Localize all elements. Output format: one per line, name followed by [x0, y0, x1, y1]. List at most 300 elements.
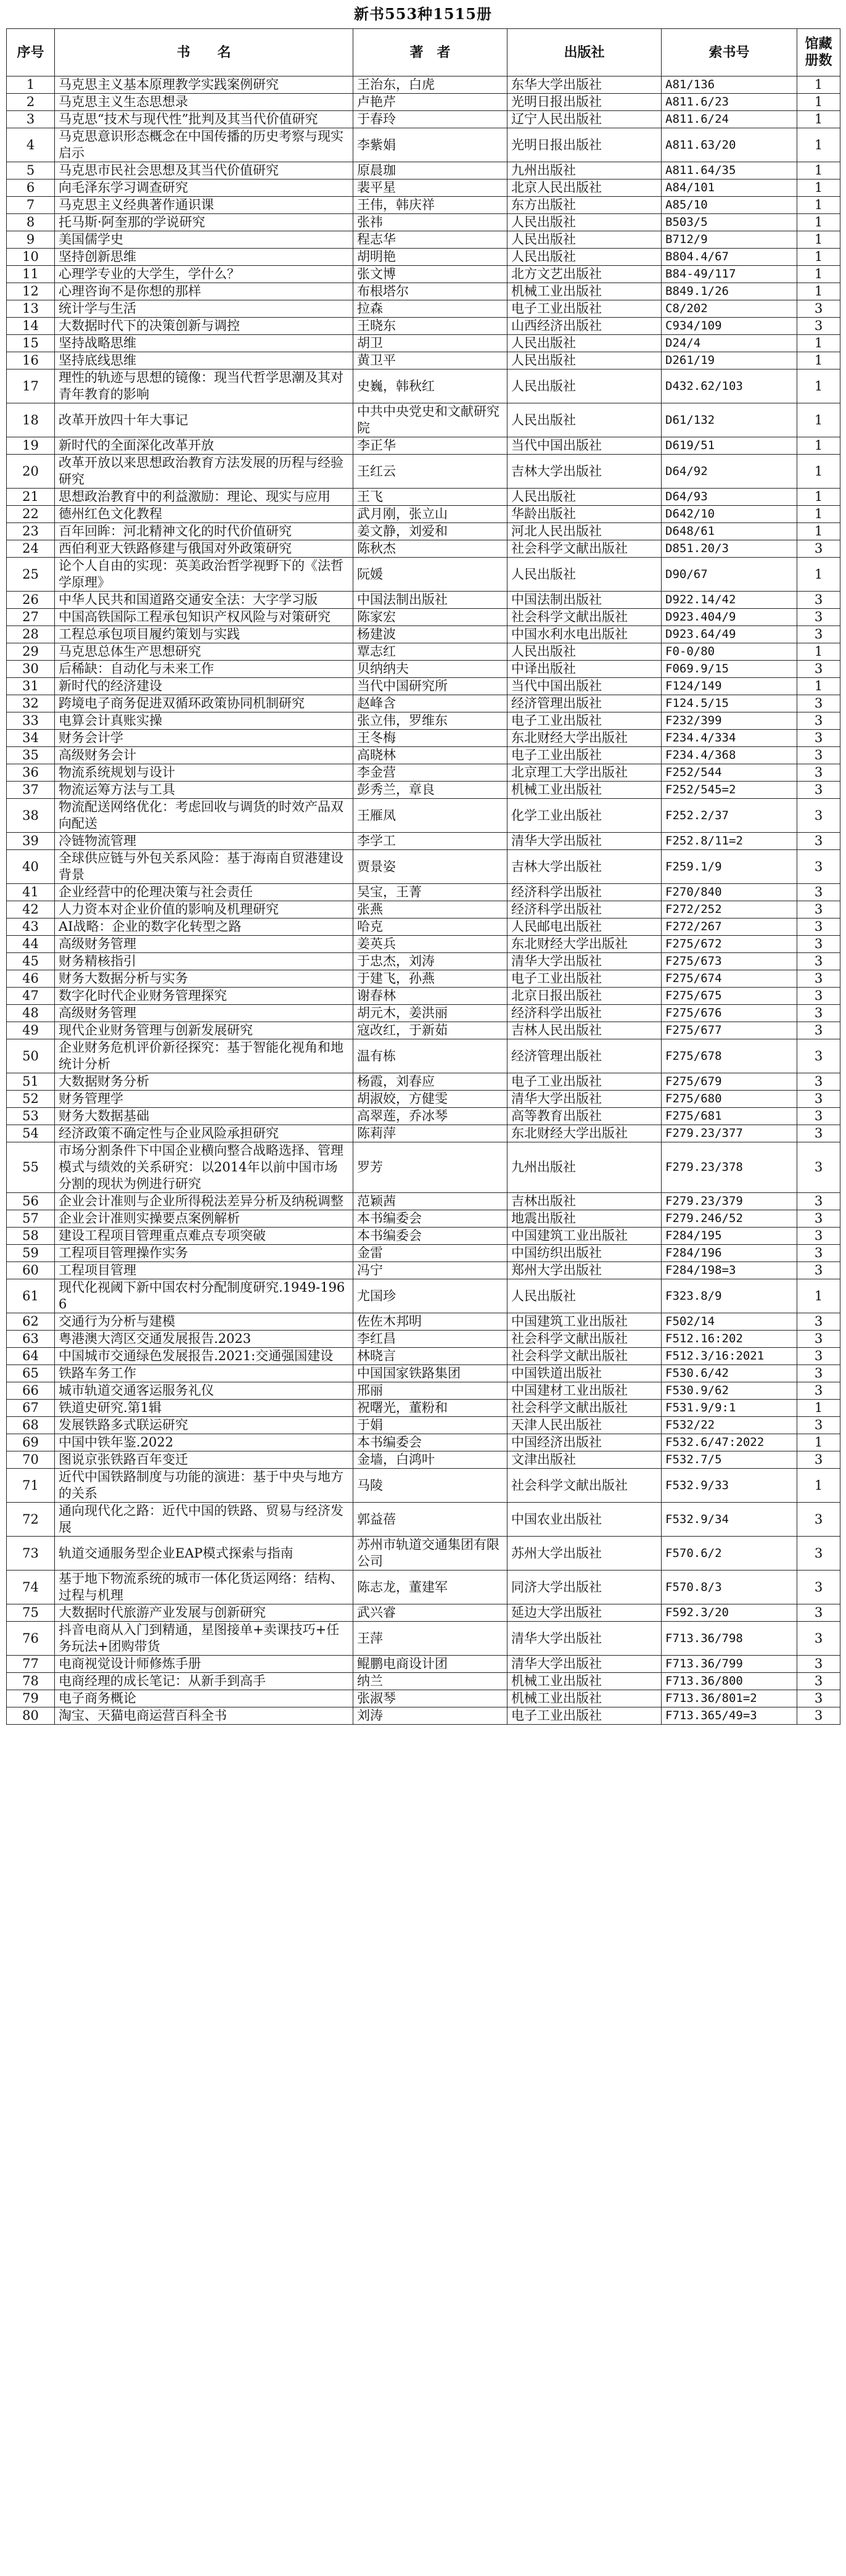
author: 当代中国研究所	[353, 678, 507, 695]
copy-count: 1	[797, 558, 840, 592]
copy-count: 1	[797, 214, 840, 231]
table-row	[7, 1313, 840, 1331]
call-number: F275/681	[662, 1108, 797, 1125]
row-number: 34	[7, 730, 55, 747]
call-number: F713.36/798	[662, 1622, 797, 1656]
book-title: 向毛泽东学习调查研究	[55, 180, 353, 197]
table-row	[7, 953, 840, 970]
book-title: 大数据财务分析	[55, 1073, 353, 1091]
book-title: 坚持创新思维	[55, 249, 353, 266]
call-number: F252.8/11=2	[662, 833, 797, 850]
publisher: 经济科学出版社	[507, 884, 662, 901]
copy-count: 3	[797, 1313, 840, 1331]
row-number: 35	[7, 747, 55, 764]
copy-count: 1	[797, 455, 840, 489]
row-number: 72	[7, 1503, 55, 1537]
table-row	[7, 1400, 840, 1417]
publisher: 吉林人民出版社	[507, 1022, 662, 1039]
copy-count: 1	[797, 111, 840, 128]
publisher: 机械工业出版社	[507, 1673, 662, 1690]
publisher: 人民出版社	[507, 558, 662, 592]
publisher: 经济管理出版社	[507, 1039, 662, 1073]
author: 高晓林	[353, 747, 507, 764]
book-title: 中华人民共和国道路交通安全法：大字学习版	[55, 592, 353, 609]
author: 王雁凤	[353, 799, 507, 833]
call-number: F592.3/20	[662, 1604, 797, 1622]
table-row	[7, 437, 840, 455]
call-number: D64/93	[662, 489, 797, 506]
book-table	[6, 28, 840, 1725]
book-title: 跨境电子商务促进双循环政策协同机制研究	[55, 695, 353, 712]
row-number: 50	[7, 1039, 55, 1073]
author: 范颖茜	[353, 1193, 507, 1210]
header-publisher: 出版社	[507, 29, 662, 76]
copy-count: 1	[797, 1279, 840, 1313]
table-row	[7, 609, 840, 626]
author: 张祎	[353, 214, 507, 231]
copy-count: 3	[797, 318, 840, 335]
copy-count: 1	[797, 1400, 840, 1417]
row-number: 54	[7, 1125, 55, 1142]
row-number: 27	[7, 609, 55, 626]
table-row	[7, 352, 840, 369]
call-number: D61/132	[662, 403, 797, 437]
table-row	[7, 833, 840, 850]
table-row	[7, 695, 840, 712]
book-title: 淘宝、天猫电商运营百科全书	[55, 1707, 353, 1725]
copy-count: 3	[797, 1656, 840, 1673]
row-number: 47	[7, 988, 55, 1005]
table-row	[7, 1707, 840, 1725]
call-number: F713.36/799	[662, 1656, 797, 1673]
book-title: 图说京张铁路百年变迁	[55, 1451, 353, 1469]
copy-count: 3	[797, 1382, 840, 1400]
book-title: 企业财务危机评价新径探究：基于智能化视角和地统计分析	[55, 1039, 353, 1073]
publisher: 经济管理出版社	[507, 695, 662, 712]
row-number: 33	[7, 712, 55, 730]
call-number: F124.5/15	[662, 695, 797, 712]
book-title: 物流系统规划与设计	[55, 764, 353, 782]
call-number: D923.64/49	[662, 626, 797, 643]
publisher: 华龄出版社	[507, 506, 662, 523]
publisher: 中国建筑工业出版社	[507, 1228, 662, 1245]
call-number: F272/267	[662, 919, 797, 936]
call-number: F279.23/377	[662, 1125, 797, 1142]
publisher: 地震出版社	[507, 1210, 662, 1228]
row-number: 75	[7, 1604, 55, 1622]
author: 邢丽	[353, 1382, 507, 1400]
book-title: 数字化时代企业财务管理探究	[55, 988, 353, 1005]
row-number: 56	[7, 1193, 55, 1210]
table-row	[7, 1434, 840, 1451]
row-number: 24	[7, 540, 55, 558]
call-number: F275/676	[662, 1005, 797, 1022]
publisher: 人民出版社	[507, 352, 662, 369]
call-number: F532/22	[662, 1417, 797, 1434]
row-number: 26	[7, 592, 55, 609]
call-number: B84-49/117	[662, 266, 797, 283]
copy-count: 1	[797, 437, 840, 455]
table-row	[7, 970, 840, 988]
table-row	[7, 1142, 840, 1193]
row-number: 53	[7, 1108, 55, 1125]
author: 王冬梅	[353, 730, 507, 747]
author: 寇改红，于新茹	[353, 1022, 507, 1039]
publisher: 北京人民出版社	[507, 180, 662, 197]
publisher: 延边大学出版社	[507, 1604, 662, 1622]
author: 陈志龙，董建军	[353, 1571, 507, 1604]
author: 王晓东	[353, 318, 507, 335]
row-number: 17	[7, 369, 55, 403]
table-row	[7, 214, 840, 231]
author: 高翠莲，乔冰琴	[353, 1108, 507, 1125]
author: 本书编委会	[353, 1434, 507, 1451]
copy-count: 3	[797, 747, 840, 764]
author: 本书编委会	[353, 1210, 507, 1228]
table-row	[7, 799, 840, 833]
copy-count: 3	[797, 1022, 840, 1039]
author: 张文博	[353, 266, 507, 283]
publisher: 电子工业出版社	[507, 1073, 662, 1091]
publisher: 经济科学出版社	[507, 901, 662, 919]
book-title: 发展铁路多式联运研究	[55, 1417, 353, 1434]
copy-count: 1	[797, 283, 840, 300]
call-number: F232/399	[662, 712, 797, 730]
publisher: 苏州大学出版社	[507, 1537, 662, 1571]
publisher: 电子工业出版社	[507, 300, 662, 318]
publisher: 光明日报出版社	[507, 128, 662, 162]
table-row	[7, 76, 840, 94]
author: 林晓言	[353, 1348, 507, 1365]
table-row	[7, 1262, 840, 1279]
copy-count: 1	[797, 162, 840, 180]
table-row	[7, 1537, 840, 1571]
book-title: 抖音电商从入门到精通，星图接单+卖课技巧+任务玩法+团购带货	[55, 1622, 353, 1656]
table-row	[7, 919, 840, 936]
publisher: 社会科学文献出版社	[507, 1331, 662, 1348]
book-title: 大数据时代下的决策创新与调控	[55, 318, 353, 335]
publisher: 人民出版社	[507, 403, 662, 437]
publisher: 天津人民出版社	[507, 1417, 662, 1434]
row-number: 28	[7, 626, 55, 643]
table-row	[7, 180, 840, 197]
table-row	[7, 1503, 840, 1537]
call-number: F512.16:202	[662, 1331, 797, 1348]
row-number: 46	[7, 970, 55, 988]
table-row	[7, 678, 840, 695]
table-row	[7, 300, 840, 318]
publisher: 文津出版社	[507, 1451, 662, 1469]
call-number: A811.6/23	[662, 94, 797, 111]
copy-count: 1	[797, 643, 840, 661]
row-number: 45	[7, 953, 55, 970]
copy-count: 3	[797, 712, 840, 730]
call-number: F234.4/334	[662, 730, 797, 747]
author: 胡淑姣，方健雯	[353, 1091, 507, 1108]
publisher: 人民出版社	[507, 489, 662, 506]
table-row	[7, 643, 840, 661]
publisher: 当代中国出版社	[507, 437, 662, 455]
call-number: F502/14	[662, 1313, 797, 1331]
author: 黄卫平	[353, 352, 507, 369]
table-row	[7, 901, 840, 919]
publisher: 同济大学出版社	[507, 1571, 662, 1604]
row-number: 49	[7, 1022, 55, 1039]
copy-count: 3	[797, 1348, 840, 1365]
table-row	[7, 1108, 840, 1125]
table-row	[7, 523, 840, 540]
call-number: F532.6/47:2022	[662, 1434, 797, 1451]
author: 王治东，白虎	[353, 76, 507, 94]
publisher: 人民出版社	[507, 249, 662, 266]
copy-count: 3	[797, 1193, 840, 1210]
call-number: F284/196	[662, 1245, 797, 1262]
book-title: 改革开放以来思想政治教育方法发展的历程与经验研究	[55, 455, 353, 489]
copy-count: 1	[797, 352, 840, 369]
table-row	[7, 455, 840, 489]
book-title: 铁道史研究.第1辑	[55, 1400, 353, 1417]
book-title: 经济政策不确定性与企业风险承担研究	[55, 1125, 353, 1142]
call-number: F323.8/9	[662, 1279, 797, 1313]
book-title: 建设工程项目管理重点难点专项突破	[55, 1228, 353, 1245]
call-number: D851.20/3	[662, 540, 797, 558]
author: 张立伟，罗维东	[353, 712, 507, 730]
row-number: 44	[7, 936, 55, 953]
copy-count: 3	[797, 609, 840, 626]
copy-count: 1	[797, 1434, 840, 1451]
publisher: 辽宁人民出版社	[507, 111, 662, 128]
copy-count: 1	[797, 94, 840, 111]
table-row	[7, 162, 840, 180]
row-number: 19	[7, 437, 55, 455]
call-number: F279.246/52	[662, 1210, 797, 1228]
book-title: 马克思主义基本原理教学实践案例研究	[55, 76, 353, 94]
call-number: F532.9/34	[662, 1503, 797, 1537]
copy-count: 3	[797, 901, 840, 919]
header-copies: 馆藏册数	[797, 29, 840, 76]
author: 刘涛	[353, 1707, 507, 1725]
author: 胡元木，姜洪丽	[353, 1005, 507, 1022]
row-number: 76	[7, 1622, 55, 1656]
book-title: 马克思主义经典著作通识课	[55, 197, 353, 214]
publisher: 机械工业出版社	[507, 1690, 662, 1707]
author: 王红云	[353, 455, 507, 489]
table-row	[7, 592, 840, 609]
publisher: 光明日报出版社	[507, 94, 662, 111]
copy-count: 3	[797, 730, 840, 747]
call-number: F275/678	[662, 1039, 797, 1073]
book-title: 电子商务概论	[55, 1690, 353, 1707]
row-number: 3	[7, 111, 55, 128]
author: 哈克	[353, 919, 507, 936]
author: 原晨珈	[353, 162, 507, 180]
call-number: F284/198=3	[662, 1262, 797, 1279]
publisher: 吉林大学出版社	[507, 455, 662, 489]
publisher: 化学工业出版社	[507, 799, 662, 833]
table-row	[7, 1382, 840, 1400]
row-number: 10	[7, 249, 55, 266]
header-call-number: 索书号	[662, 29, 797, 76]
row-number: 31	[7, 678, 55, 695]
publisher: 中国农业出版社	[507, 1503, 662, 1537]
publisher: 社会科学文献出版社	[507, 540, 662, 558]
author: 马陵	[353, 1469, 507, 1503]
table-row	[7, 712, 840, 730]
copy-count: 1	[797, 506, 840, 523]
row-number: 80	[7, 1707, 55, 1725]
author: 温有栋	[353, 1039, 507, 1073]
book-title: 人力资本对企业价值的影响及机理研究	[55, 901, 353, 919]
row-number: 12	[7, 283, 55, 300]
publisher: 北京日报出版社	[507, 988, 662, 1005]
publisher: 东华大学出版社	[507, 76, 662, 94]
publisher: 人民出版社	[507, 369, 662, 403]
publisher: 山西经济出版社	[507, 318, 662, 335]
book-title: 财务大数据分析与实务	[55, 970, 353, 988]
row-number: 42	[7, 901, 55, 919]
call-number: A81/136	[662, 76, 797, 94]
publisher: 电子工业出版社	[507, 970, 662, 988]
book-title: 心理学专业的大学生，学什么？	[55, 266, 353, 283]
copy-count: 3	[797, 1604, 840, 1622]
table-row	[7, 558, 840, 592]
copy-count: 3	[797, 1125, 840, 1142]
book-title: 思想政治教育中的利益激励：理论、现实与应用	[55, 489, 353, 506]
book-title: 近代中国铁路制度与功能的演进：基于中央与地方的关系	[55, 1469, 353, 1503]
table-row	[7, 197, 840, 214]
book-title: 大数据时代旅游产业发展与创新研究	[55, 1604, 353, 1622]
author: 罗芳	[353, 1142, 507, 1193]
author: 本书编委会	[353, 1228, 507, 1245]
book-title: 马克思意识形态概念在中国传播的历史考察与现实启示	[55, 128, 353, 162]
copy-count: 3	[797, 1142, 840, 1193]
copy-count: 3	[797, 1073, 840, 1091]
row-number: 41	[7, 884, 55, 901]
author: 胡卫	[353, 335, 507, 352]
author: 杨建波	[353, 626, 507, 643]
author: 于忠杰，刘涛	[353, 953, 507, 970]
row-number: 7	[7, 197, 55, 214]
author: 拉森	[353, 300, 507, 318]
author: 于建飞，孙燕	[353, 970, 507, 988]
table-row	[7, 266, 840, 283]
publisher: 中国纺织出版社	[507, 1245, 662, 1262]
book-title: 中国中铁年鉴.2022	[55, 1434, 353, 1451]
copy-count: 3	[797, 1331, 840, 1348]
book-title: 中国城市交通绿色发展报告.2021:交通强国建设	[55, 1348, 353, 1365]
author: 卢艳芹	[353, 94, 507, 111]
row-number: 30	[7, 661, 55, 678]
publisher: 郑州大学出版社	[507, 1262, 662, 1279]
author: 胡明艳	[353, 249, 507, 266]
publisher: 东北财经大学出版社	[507, 1125, 662, 1142]
table-row	[7, 249, 840, 266]
book-title: 财务大数据基础	[55, 1108, 353, 1125]
call-number: F275/673	[662, 953, 797, 970]
call-number: F570.6/2	[662, 1537, 797, 1571]
call-number: D648/61	[662, 523, 797, 540]
book-title: 冷链物流管理	[55, 833, 353, 850]
call-number: A84/101	[662, 180, 797, 197]
row-number: 59	[7, 1245, 55, 1262]
copy-count: 1	[797, 369, 840, 403]
author: 张淑琴	[353, 1690, 507, 1707]
table-row	[7, 782, 840, 799]
call-number: B712/9	[662, 231, 797, 249]
table-row	[7, 1005, 840, 1022]
publisher: 经济科学出版社	[507, 1005, 662, 1022]
call-number: F570.8/3	[662, 1571, 797, 1604]
author: 姜文静，刘爱和	[353, 523, 507, 540]
book-title: 坚持底线思维	[55, 352, 353, 369]
row-number: 29	[7, 643, 55, 661]
book-title: 百年回眸：河北精神文化的时代价值研究	[55, 523, 353, 540]
copy-count: 3	[797, 695, 840, 712]
table-row	[7, 1690, 840, 1707]
book-title: 物流配送网络优化：考虑回收与调货的时效产品双向配送	[55, 799, 353, 833]
copy-count: 3	[797, 592, 840, 609]
row-number: 20	[7, 455, 55, 489]
call-number: D24/4	[662, 335, 797, 352]
author: 祝曙光，董粉和	[353, 1400, 507, 1417]
author: 中共中央党史和文献研究院	[353, 403, 507, 437]
row-number: 25	[7, 558, 55, 592]
copy-count: 3	[797, 1108, 840, 1125]
call-number: F252/545=2	[662, 782, 797, 799]
copy-count: 3	[797, 540, 840, 558]
page-title: 新书553种1515册	[354, 5, 492, 23]
row-number: 71	[7, 1469, 55, 1503]
table-row	[7, 1279, 840, 1313]
book-title: 城市轨道交通客运服务礼仪	[55, 1382, 353, 1400]
author: 张燕	[353, 901, 507, 919]
book-title: 电商视觉设计师修炼手册	[55, 1656, 353, 1673]
table-row	[7, 231, 840, 249]
publisher: 人民出版社	[507, 643, 662, 661]
author: 姜英兵	[353, 936, 507, 953]
table-row	[7, 1073, 840, 1091]
call-number: F530.9/62	[662, 1382, 797, 1400]
book-title: 企业会计准则实操要点案例解析	[55, 1210, 353, 1228]
author: 纳兰	[353, 1673, 507, 1690]
table-row	[7, 1022, 840, 1039]
publisher: 清华大学出版社	[507, 1656, 662, 1673]
author: 王萍	[353, 1622, 507, 1656]
call-number: D64/92	[662, 455, 797, 489]
book-title: 工程项目管理操作实务	[55, 1245, 353, 1262]
table-row	[7, 1091, 840, 1108]
book-title: 市场分割条件下中国企业横向整合战略选择、管理模式与绩效的关系研究：以2014年以前中国市场分割的现状为例进行研究	[55, 1142, 353, 1193]
call-number: F252/544	[662, 764, 797, 782]
call-number: F234.4/368	[662, 747, 797, 764]
publisher: 当代中国出版社	[507, 678, 662, 695]
publisher: 中国建筑工业出版社	[507, 1313, 662, 1331]
author: 史巍，韩秋红	[353, 369, 507, 403]
row-number: 40	[7, 850, 55, 884]
author: 覃志红	[353, 643, 507, 661]
row-number: 77	[7, 1656, 55, 1673]
author: 苏州市轨道交通集团有限公司	[353, 1537, 507, 1571]
call-number: B804.4/67	[662, 249, 797, 266]
author: 程志华	[353, 231, 507, 249]
table-row	[7, 1331, 840, 1348]
table-row	[7, 1451, 840, 1469]
copy-count: 3	[797, 919, 840, 936]
copy-count: 1	[797, 128, 840, 162]
call-number: F713.365/49=3	[662, 1707, 797, 1725]
publisher: 九州出版社	[507, 1142, 662, 1193]
book-title: AI战略：企业的数字化转型之路	[55, 919, 353, 936]
